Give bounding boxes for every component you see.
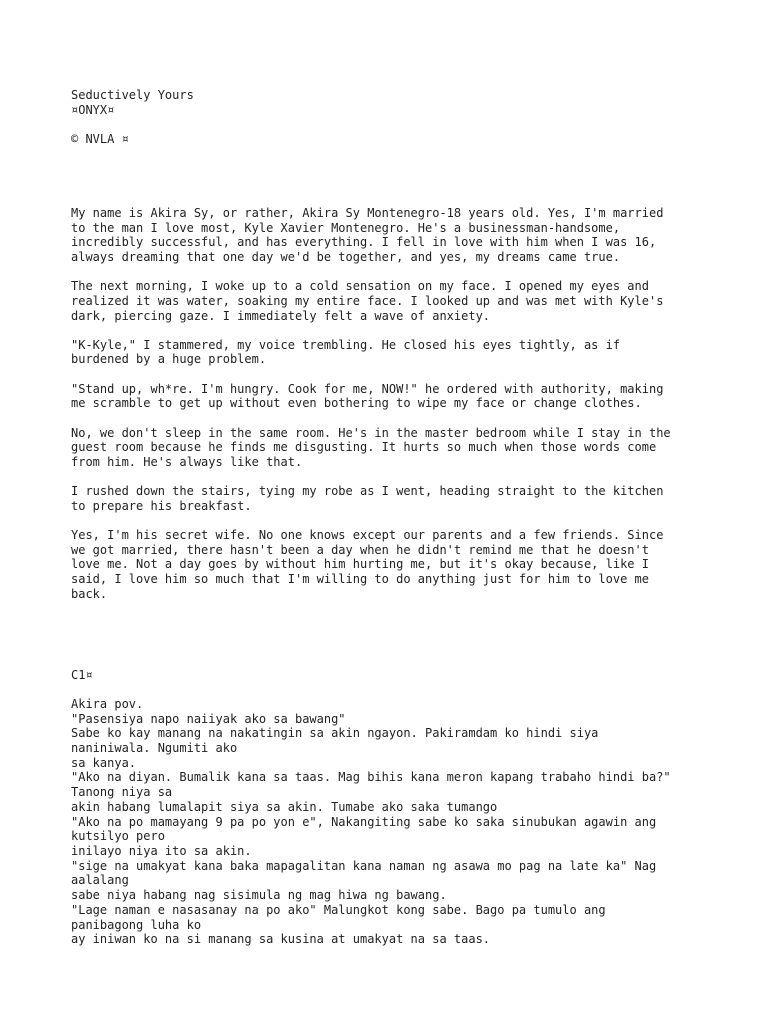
paragraph (71, 338, 711, 367)
text-line: dark, piercing gaze. I immediately felt a wave of anxiety. (71, 308, 491, 323)
text-line: Tanong niya sa (71, 785, 173, 800)
text-line: incredibly successful, and has everything. I fell in love with him when I was 16, (71, 235, 657, 250)
chapter-section (71, 668, 711, 947)
text-line: always dreaming that one day we'd be together, and yes, my dreams came true. (71, 249, 621, 264)
text-line: love me. Not a day goes by without him hurting me, but it's okay because, like I (71, 557, 649, 572)
text-line: "K-Kyle," I stammered, my voice trembling. He closed his eyes tightly, as if (71, 337, 621, 352)
text-line: sabe niya habang nag sisimula ng mag hiwa ng bawang. (71, 888, 447, 903)
text-line: Sabe ko kay manang na nakatingin sa akin ngayon. Pakiramdam ko hindi siya (71, 726, 599, 741)
paragraph (71, 484, 711, 513)
text-line: panibagong luha ko (71, 917, 202, 932)
paragraph (71, 382, 711, 411)
text-line: burdened by a huge problem. (71, 352, 267, 367)
text-line: aalalang (71, 873, 129, 888)
text-line: "Ako na po mamayang 9 pa po yon e", Nakangiting sabe ko saka sinubukan agawin ang (71, 814, 657, 829)
text-line: sa kanya. (71, 755, 137, 770)
text-line: I rushed down the stairs, tying my robe as I went, heading straight to the kitchen (71, 484, 664, 499)
text-line: naniniwala. Ngumiti ako (71, 741, 238, 756)
text-line: inilayo niya ito sa akin. (71, 843, 252, 858)
text-line: from him. He's always like that. (71, 454, 303, 469)
text-line: "sige na umakyat kana baka mapagalitan kana naman ng asawa mo pag na late ka" Nag (71, 858, 657, 873)
text-line: to the man I love most, Kyle Xavier Montenegro. He's a businessman-handsome, (71, 220, 621, 235)
text-line: My name is Akira Sy, or rather, Akira Sy Montenegro-18 years old. Yes, I'm married (71, 205, 664, 220)
text-line: ay iniwan ko na si manang sa kusina at umakyat na sa taas. (71, 932, 491, 947)
text-line: No, we don't sleep in the same room. He's in the master bedroom while I stay in the (71, 425, 671, 440)
spacer (71, 602, 711, 668)
paragraph (71, 279, 711, 323)
story-title: Seductively Yours (71, 88, 194, 102)
story-author: ¤ONYX¤ (71, 102, 115, 117)
text-line: Akira pov. (71, 696, 144, 711)
text-line: guest room because he finds me disgusting. It hurts so much when those words come (71, 440, 657, 455)
text-line: we got married, there hasn't been a day when he didn't remind me that he doesn't (71, 542, 649, 557)
text-line: said, I love him so much that I'm willing to do anything just for him to love me (71, 572, 649, 587)
text-line: realized it was water, soaking my entire face. I looked up and was met with Kyle's (71, 293, 664, 308)
text-line: back. (71, 586, 108, 601)
text-line: "Stand up, wh*re. I'm hungry. Cook for me, NOW!" he ordered with authority, making (71, 381, 664, 396)
prologue-section (71, 206, 711, 602)
text-line: The next morning, I woke up to a cold sensation on my face. I opened my eyes and (71, 279, 649, 294)
text-line: me scramble to get up without even bothering to wipe my face or change clothes. (71, 396, 642, 411)
spacer (71, 147, 711, 206)
text-line: kutsilyo pero (71, 829, 165, 844)
text-line: akin habang lumalapit siya sa akin. Tumabe ako saka tumango (71, 799, 498, 814)
spacer (71, 117, 711, 132)
chapter-heading: C1¤ (71, 667, 93, 682)
text-line: "Lage naman e nasasanay na po ako" Malungkot kong sabe. Bago pa tumulo ang (71, 902, 606, 917)
spacer (71, 682, 711, 697)
text-line: Yes, I'm his secret wife. No one knows except our parents and a few friends. Since (71, 528, 664, 543)
text-line: "Ako na diyan. Bumalik kana sa taas. Mag bihis kana meron kapang trabaho hindi ba?" (71, 770, 671, 785)
document-page (71, 88, 711, 947)
copyright-line: © NVLA ¤ (71, 132, 129, 147)
text-line: to prepare his breakfast. (71, 498, 252, 513)
text-line: "Pasensiya napo naiiyak ako sa bawang" (71, 711, 346, 726)
paragraph (71, 206, 711, 265)
paragraph (71, 528, 711, 602)
paragraph (71, 426, 711, 470)
